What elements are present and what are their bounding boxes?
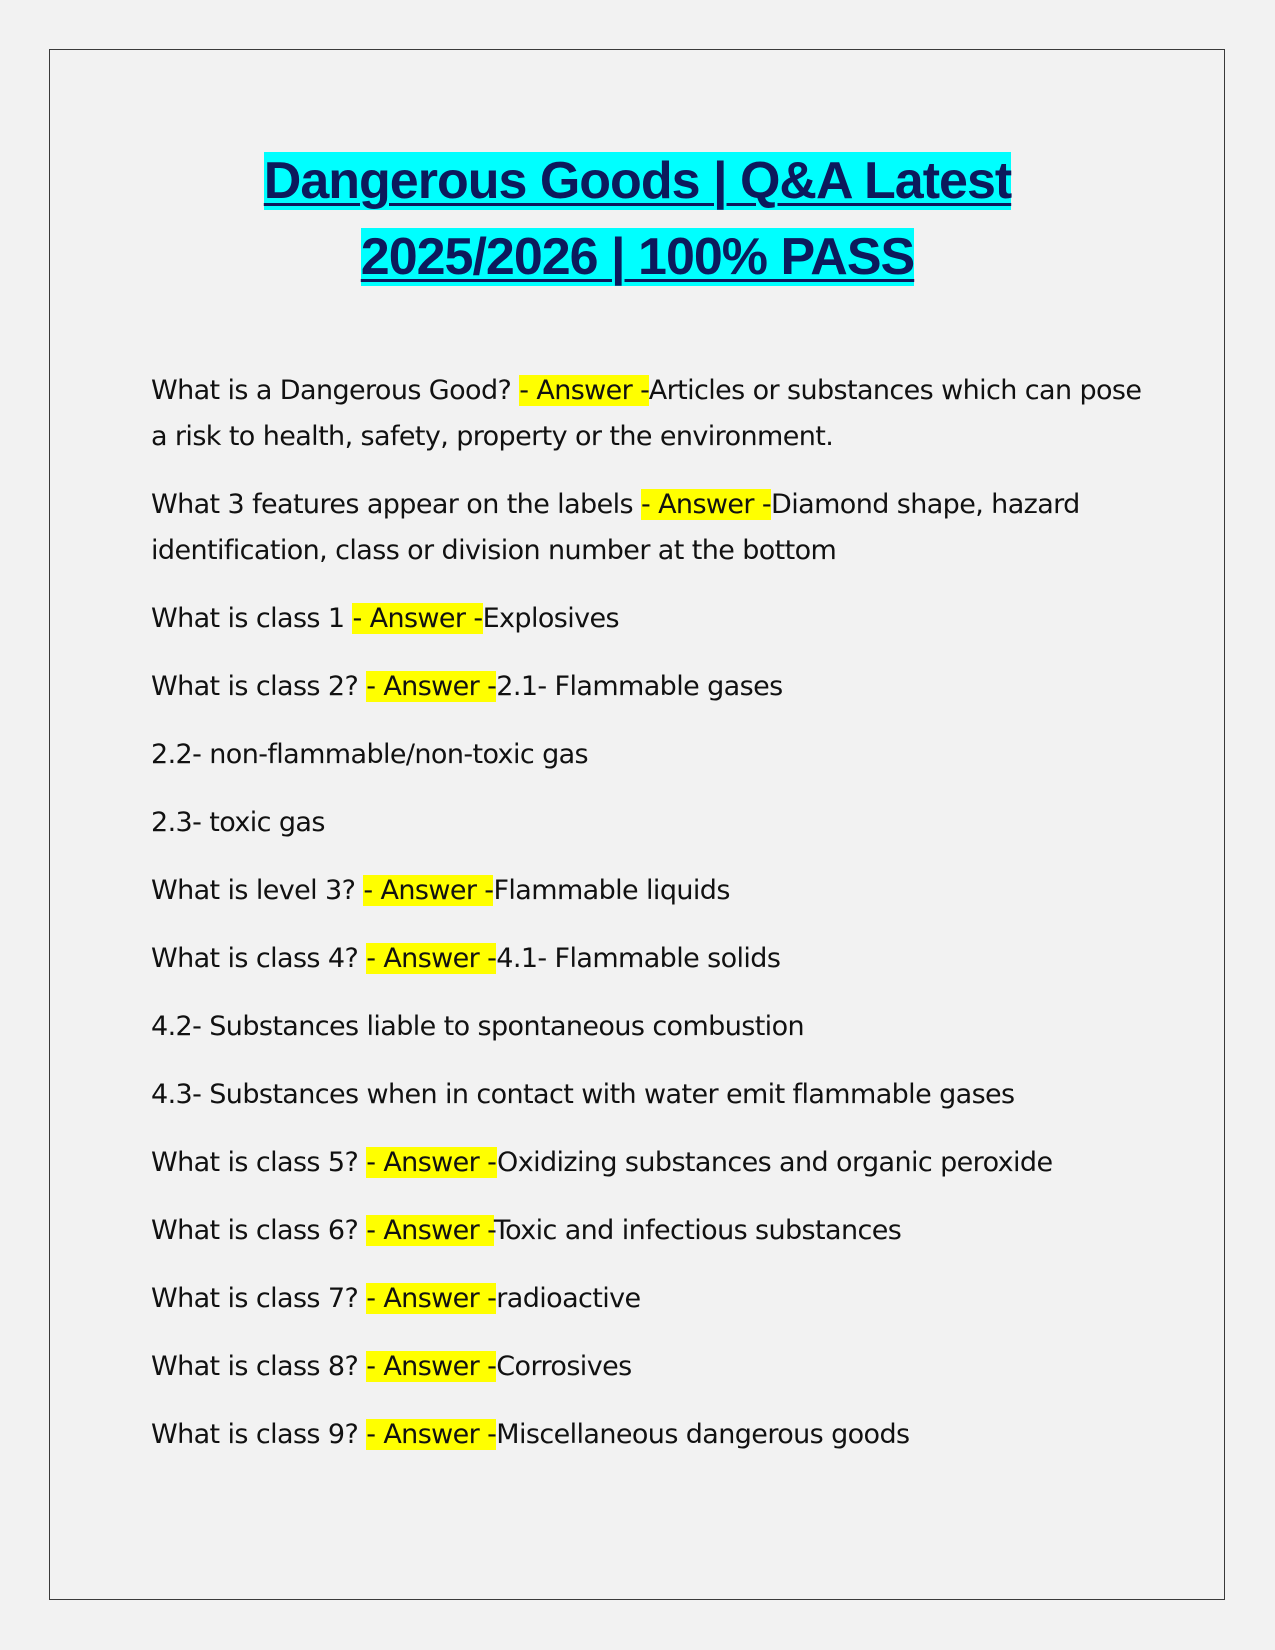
answer-marker: - Answer - [366, 1351, 497, 1382]
title-line-2: 2025/2026 | 100% PASS [360, 228, 915, 286]
answer-continuation: 2.3- toxic gas [151, 807, 325, 838]
answer-marker: - Answer - [640, 489, 772, 520]
answer-marker: - Answer - [366, 1419, 497, 1450]
question-text: What is a Dangerous Good? [151, 375, 520, 406]
question-text: What is level 3? [151, 875, 364, 906]
answer-text: 2.1- Flammable gases [496, 671, 783, 702]
title-line-1: Dangerous Goods | Q&A Latest [263, 152, 1012, 210]
answer-text: Miscellaneous dangerous goods [496, 1419, 910, 1450]
question-text: What is class 8? [151, 1351, 367, 1382]
answer-marker: - Answer - [366, 1283, 497, 1314]
answer-continuation: 4.3- Substances when in contact with water emit flammable gases [151, 1079, 1015, 1110]
document-title [60, 143, 1215, 295]
qa-item [151, 936, 1151, 982]
question-text: What 3 features appear on the labels [151, 489, 641, 520]
qa-item [151, 664, 1151, 710]
question-text: What is class 6? [151, 1215, 367, 1246]
answer-text: Toxic and infectious substances [493, 1215, 902, 1246]
answer-marker: - Answer - [352, 603, 483, 634]
answer-marker: - Answer - [363, 875, 494, 906]
answer-text: Oxidizing substances and organic peroxide [497, 1147, 1053, 1178]
answer-text: Diamond shape, hazard identification, class or division number at the bottom [151, 489, 1080, 566]
answer-marker: - Answer - [519, 375, 649, 406]
question-text: What is class 9? [151, 1419, 367, 1450]
answer-marker: - Answer - [366, 1215, 494, 1246]
question-text: What is class 2? [151, 671, 367, 702]
qa-item [151, 1276, 1151, 1322]
answer-text: radioactive [496, 1283, 641, 1314]
qa-item [151, 368, 1151, 460]
question-text: What is class 7? [151, 1283, 367, 1314]
qa-item [151, 1208, 1151, 1254]
answer-text: 4.1- Flammable solids [496, 943, 781, 974]
question-text: What is class 5? [151, 1147, 367, 1178]
answer-text: Explosives [482, 603, 619, 634]
answer-marker: - Answer - [366, 671, 497, 702]
qa-item [151, 1412, 1151, 1458]
answer-marker: - Answer - [366, 1147, 498, 1178]
answer-continuation: 2.2- non-flammable/non-toxic gas [151, 739, 589, 770]
answer-text: Corrosives [496, 1351, 632, 1382]
answer-text: Articles or substances which can pose a risk to health, safety, property or the environment. [151, 375, 1142, 452]
answer-text: Flammable liquids [493, 875, 730, 906]
answer-marker: - Answer - [366, 943, 497, 974]
qa-item [151, 868, 1151, 914]
question-text: What is class 4? [151, 943, 367, 974]
question-text: What is class 1 [151, 603, 353, 634]
qa-item [151, 1344, 1151, 1390]
qa-item [151, 1140, 1151, 1186]
qa-item [151, 596, 1151, 642]
qa-list [151, 368, 1151, 1480]
answer-continuation: 4.2- Substances liable to spontaneous combustion [151, 1011, 805, 1042]
qa-item [151, 482, 1151, 574]
